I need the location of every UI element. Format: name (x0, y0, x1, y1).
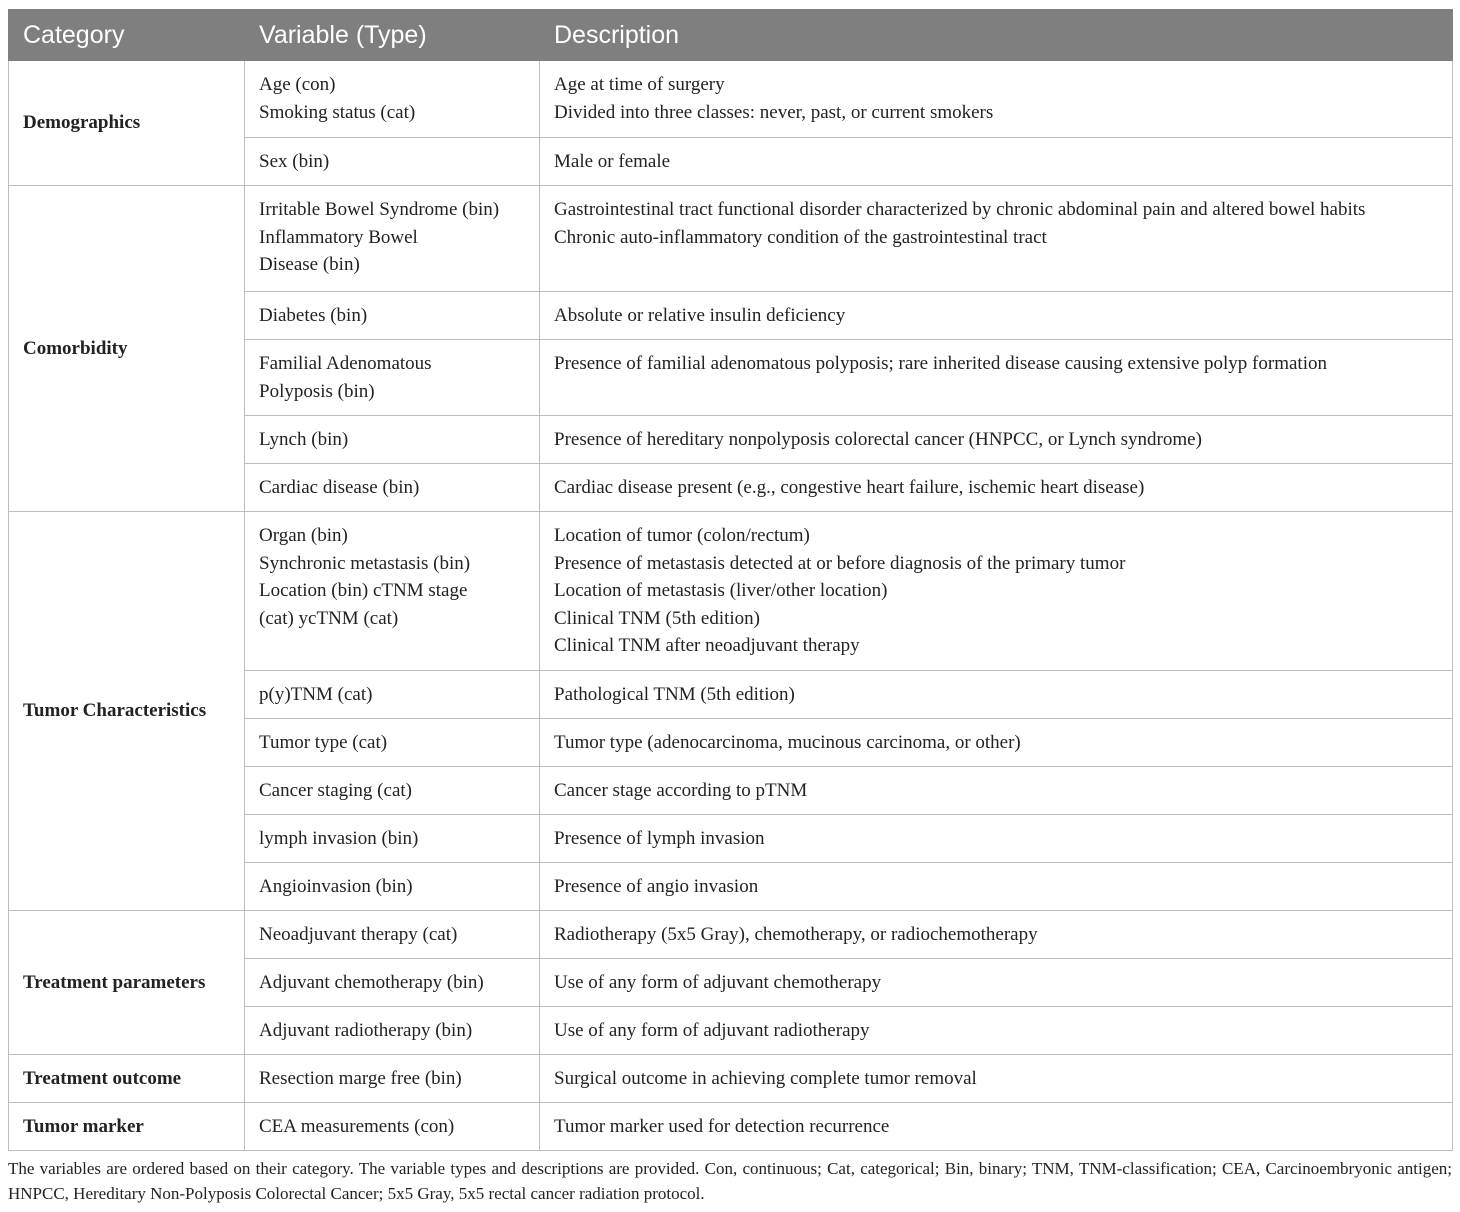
variable-line: lymph invasion (bin) (259, 828, 419, 849)
variable-cell (245, 1007, 540, 1055)
variable-line: Adjuvant chemotherapy (bin) (259, 972, 484, 993)
variable-line: Sex (bin) (259, 151, 330, 172)
description-line: Use of any form of adjuvant chemotherapy (554, 972, 882, 993)
description-cell (540, 959, 1453, 1007)
table-footnote: The variables are ordered based on their category. The variable types and descriptions are provided. Con, continuous; Cat, categorical; Bin, binary; TNM, TNM-classification; CEA, Carcinoembryonic antigen; HNPCC, Hereditary Non-Polyposis Colorectal Cancer; 5x5 Gray, 5x5 rectal cancer radiation protocol. (8, 1159, 1452, 1203)
variable-cell (245, 863, 540, 911)
variable-line: Disease (bin) (259, 254, 360, 276)
variable-cell (245, 138, 540, 186)
variable-line: Resection marge free (bin) (259, 1068, 462, 1089)
description-line: Presence of metastasis detected at or before diagnosis of the primary tumor (554, 552, 1126, 574)
variable-line: Cancer staging (cat) (259, 780, 412, 801)
variable-cell (245, 815, 540, 863)
header-description: Description (540, 10, 1453, 61)
description-cell (540, 340, 1453, 416)
variable-line: Cardiac disease (bin) (259, 477, 420, 498)
variable-cell (245, 719, 540, 767)
variable-line: Angioinvasion (bin) (259, 876, 413, 897)
variable-line: Adjuvant radiotherapy (bin) (259, 1020, 473, 1041)
variable-cell (245, 61, 540, 138)
variable-cell (245, 340, 540, 416)
description-line: Tumor marker used for detection recurrence (554, 1116, 890, 1137)
description-cell (540, 1007, 1453, 1055)
category-cell: Treatment parameters (9, 911, 245, 1055)
category-cell: Tumor marker (9, 1103, 245, 1151)
description-cell (540, 671, 1453, 719)
variable-line: Inflammatory Bowel (259, 226, 418, 248)
description-line: Tumor type (adenocarcinoma, mucinous carcinoma, or other) (554, 732, 1021, 753)
variable-line: Neoadjuvant therapy (cat) (259, 924, 458, 945)
description-cell (540, 61, 1453, 138)
description-line: Cancer stage according to pTNM (554, 780, 808, 801)
variable-line: Organ (bin) (259, 525, 348, 546)
description-cell (540, 512, 1453, 671)
description-line: Presence of lymph invasion (554, 828, 765, 849)
description-line: Chronic auto-inflammatory condition of the gastrointestinal tract (554, 226, 1047, 248)
category-cell: Tumor Characteristics (9, 512, 245, 911)
variables-table (8, 9, 1453, 1151)
variable-cell (245, 767, 540, 815)
description-line: Radiotherapy (5x5 Gray), chemotherapy, or radiochemotherapy (554, 924, 1038, 945)
variable-line: Lynch (bin) (259, 429, 349, 450)
description-cell (540, 292, 1453, 340)
header-variable-type: Variable (Type) (245, 10, 540, 61)
description-cell (540, 767, 1453, 815)
description-cell (540, 863, 1453, 911)
description-cell (540, 416, 1453, 464)
variable-line: Irritable Bowel Syndrome (bin) (259, 199, 500, 220)
category-cell: Treatment outcome (9, 1055, 245, 1103)
table-row (9, 512, 1453, 671)
variable-cell (245, 959, 540, 1007)
description-cell (540, 1103, 1453, 1151)
variable-line: Age (con) (259, 74, 336, 95)
description-line: Clinical TNM (5th edition) (554, 607, 760, 629)
description-cell (540, 186, 1453, 292)
description-cell (540, 464, 1453, 512)
variable-line: Location (bin) cTNM stage (259, 580, 468, 602)
variable-line: p(y)TNM (cat) (259, 684, 373, 705)
description-line: Pathological TNM (5th edition) (554, 684, 795, 705)
variable-line: Tumor type (cat) (259, 732, 388, 753)
description-line: Presence of familial adenomatous polyposis; rare inherited disease causing extensive polyp formation (554, 353, 1327, 374)
description-line: Age at time of surgery (554, 74, 725, 95)
variable-line: Familial Adenomatous (259, 353, 432, 374)
variable-cell (245, 186, 540, 292)
category-cell: Comorbidity (9, 186, 245, 512)
category-cell: Demographics (9, 61, 245, 186)
variable-line: (cat) ycTNM (cat) (259, 607, 399, 629)
description-line: Location of metastasis (liver/other location) (554, 580, 888, 602)
variable-line: Polyposis (bin) (259, 380, 375, 402)
table-body (9, 61, 1453, 1151)
description-line: Divided into three classes: never, past, or current smokers (554, 101, 994, 123)
description-line: Use of any form of adjuvant radiotherapy (554, 1020, 870, 1041)
description-line: Clinical TNM after neoadjuvant therapy (554, 635, 860, 657)
variable-cell (245, 512, 540, 671)
header-category: Category (9, 10, 245, 61)
variable-cell (245, 416, 540, 464)
table-row (9, 1103, 1453, 1151)
variable-line: Smoking status (cat) (259, 101, 416, 123)
table-row (9, 186, 1453, 292)
variable-cell (245, 292, 540, 340)
variable-cell (245, 911, 540, 959)
variable-cell (245, 464, 540, 512)
variable-line: Diabetes (bin) (259, 305, 368, 326)
description-cell (540, 138, 1453, 186)
description-line: Male or female (554, 151, 671, 172)
description-line: Gastrointestinal tract functional disorder characterized by chronic abdominal pain and altered bowel habits (554, 199, 1366, 220)
variable-cell (245, 671, 540, 719)
variable-line: Synchronic metastasis (bin) (259, 552, 471, 574)
description-line: Presence of angio invasion (554, 876, 759, 897)
description-line: Cardiac disease present (e.g., congestive heart failure, ischemic heart disease) (554, 477, 1145, 498)
description-line: Presence of hereditary nonpolyposis colorectal cancer (HNPCC, or Lynch syndrome) (554, 429, 1202, 450)
variable-cell (245, 1103, 540, 1151)
table-header-row (9, 10, 1453, 61)
description-cell (540, 719, 1453, 767)
description-line: Surgical outcome in achieving complete tumor removal (554, 1068, 977, 1089)
table-row (9, 1055, 1453, 1103)
description-cell (540, 1055, 1453, 1103)
table-row (9, 911, 1453, 959)
variable-line: CEA measurements (con) (259, 1116, 455, 1137)
table-row (9, 61, 1453, 138)
description-line: Location of tumor (colon/rectum) (554, 525, 810, 546)
description-cell (540, 815, 1453, 863)
variable-cell (245, 1055, 540, 1103)
description-cell (540, 911, 1453, 959)
description-line: Absolute or relative insulin deficiency (554, 305, 846, 326)
